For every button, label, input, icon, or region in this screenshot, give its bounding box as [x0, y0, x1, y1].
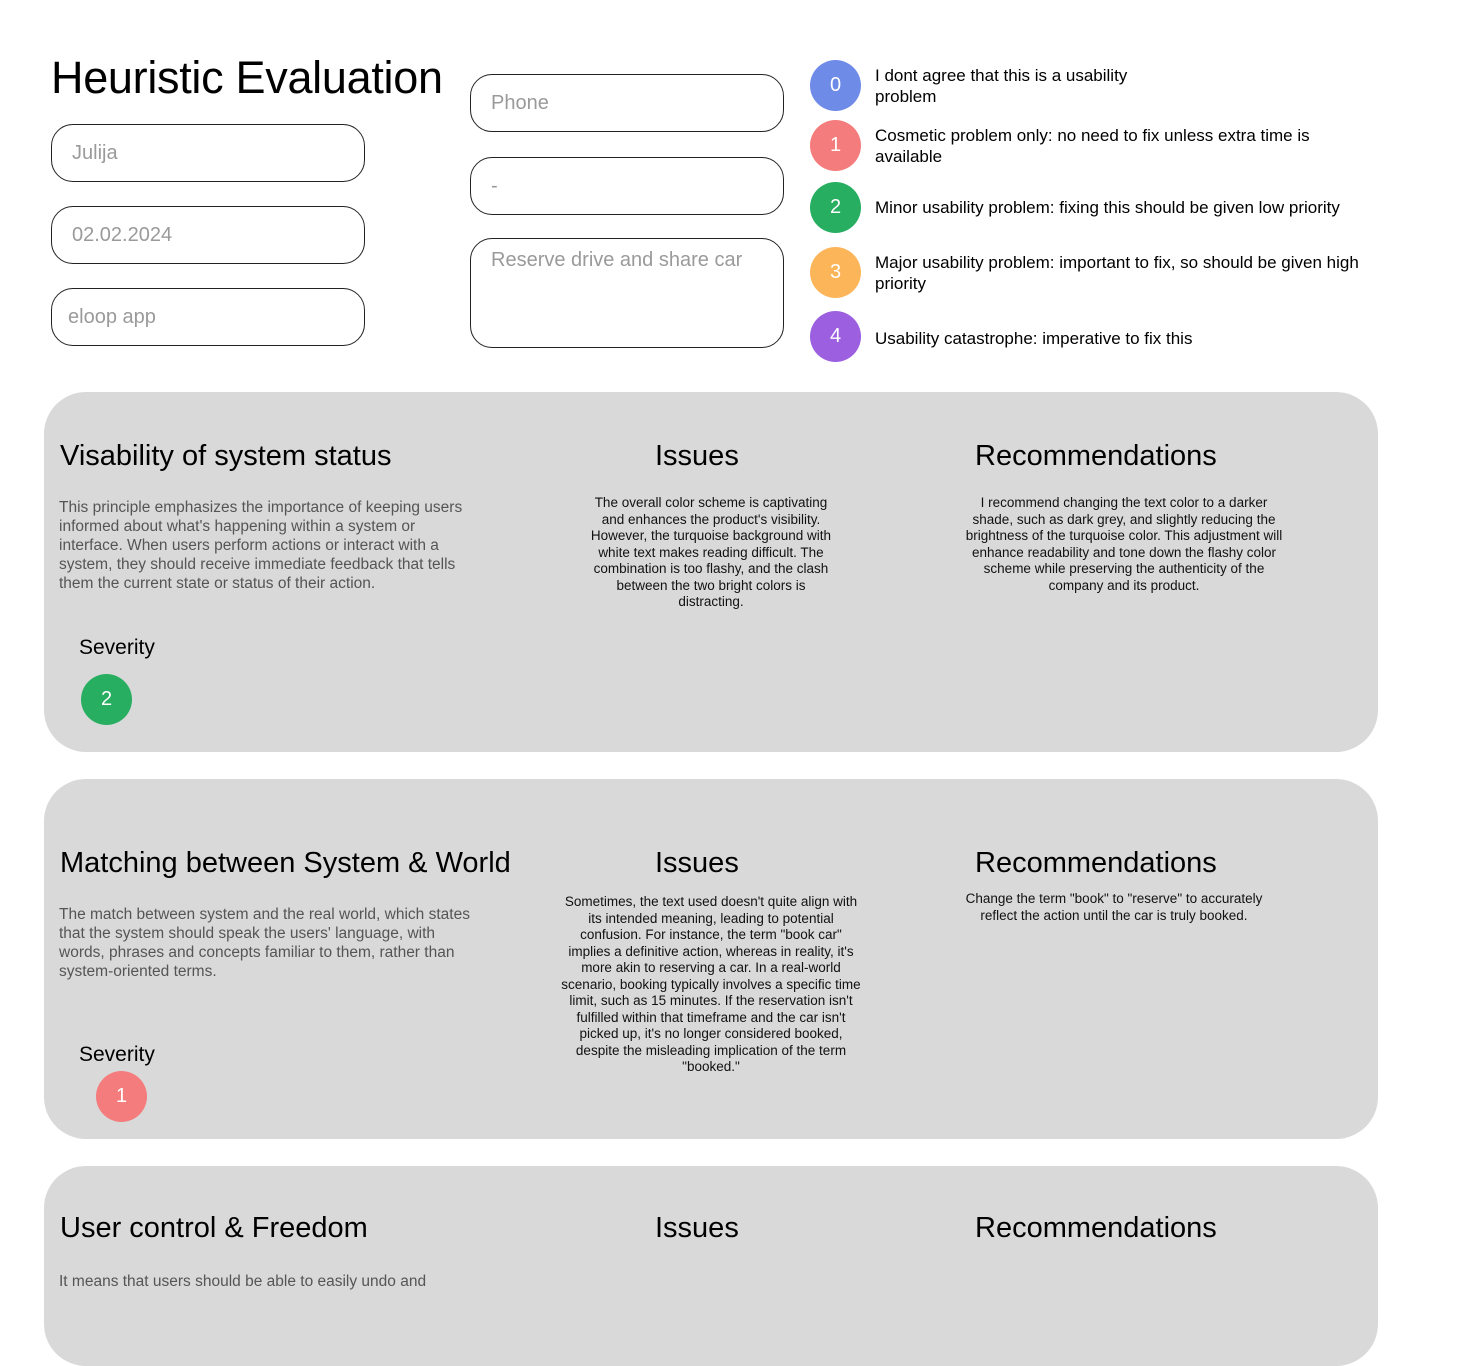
task-field[interactable]: Reserve drive and share car: [470, 238, 784, 348]
page-title: Heuristic Evaluation: [51, 52, 443, 103]
section-description: This principle emphasizes the importance of keeping users informed about what's happening within a system or interface. When users perform actions or interact with a system, they should receive immediate feedback that tells them the current state or status of their action.: [59, 499, 463, 592]
product-field[interactable]: eloop app: [51, 288, 365, 346]
section-title: Visability of system status: [60, 440, 392, 472]
section-description: The match between system and the real world, which states that the system should speak the users' language, with words, phrases and concepts familiar to them, rather than system-oriented terms.: [59, 906, 470, 980]
severity-label: Severity: [79, 636, 155, 659]
issues-heading: Issues: [655, 847, 739, 879]
legend-item-4: [810, 311, 1205, 362]
section-title: User control & Freedom: [60, 1212, 368, 1244]
legend-text: I dont agree that this is a usability problem: [875, 65, 1128, 106]
severity-0-badge: 0: [810, 60, 861, 111]
severity-badge: 1: [96, 1071, 147, 1122]
issues-heading: Issues: [655, 1212, 739, 1244]
legend-text: Usability catastrophe: imperative to fix this: [875, 329, 1193, 348]
legend-item-2: [810, 182, 1345, 233]
severity-label: Severity: [79, 1043, 155, 1066]
severity-badge: 2: [81, 674, 132, 725]
device-field[interactable]: Phone: [470, 74, 784, 132]
issues-heading: Issues: [655, 440, 739, 472]
version-field[interactable]: -: [470, 157, 784, 215]
recommendations-heading: Recommendations: [975, 1212, 1217, 1244]
severity-1-badge: 1: [810, 120, 861, 171]
section-title: Matching between System & World: [60, 847, 511, 879]
heuristic-card-matching: [44, 779, 1378, 1139]
legend-text: Minor usability problem: fixing this should be given low priority: [875, 198, 1340, 217]
legend-text: Cosmetic problem only: no need to fix unless extra time is available: [875, 125, 1310, 166]
recommendations-heading: Recommendations: [975, 440, 1217, 472]
severity-4-badge: 4: [810, 311, 861, 362]
issues-text: Sometimes, the text used doesn't quite align with its intended meaning, leading to potential confusion. For instance, the term "book car" implies a definitive action, whereas in reality, it's more akin to reserving a car. In a real-world scenario, booking typically involves a specific time limit, such as 15 minutes. If the reservation isn't fulfilled within that timeframe and the car isn't picked up, it's no longer considered booked, despite the misleading implication of the term "booked.": [561, 894, 861, 1074]
recommendations-text: I recommend changing the text color to a darker shade, such as dark grey, and slightly reducing the brightness of the turquoise color. This adjustment will enhance readability and tone down the flashy color scheme while preserving the authenticity of the company and its product.: [965, 495, 1283, 593]
date-field[interactable]: 02.02.2024: [51, 206, 365, 264]
heuristic-card-visibility: [44, 392, 1378, 752]
legend-text: Major usability problem: important to fix, so should be given high priority: [875, 252, 1359, 293]
recommendations-heading: Recommendations: [975, 847, 1217, 879]
issues-text: The overall color scheme is captivating and enhances the product's visibility. However, the turquoise background with white text makes reading difficult. The combination is too flashy, and the clash between the two bright colors is distracting.: [590, 495, 832, 609]
heuristic-card-user-control: [44, 1166, 1378, 1366]
evaluator-name-field[interactable]: Julija: [51, 124, 365, 182]
legend-item-3: [810, 247, 1375, 298]
severity-2-badge: 2: [810, 182, 861, 233]
severity-3-badge: 3: [810, 247, 861, 298]
legend-item-1: [810, 120, 1375, 171]
recommendations-text: Change the term "book" to "reserve" to accurately reflect the action until the car is truly booked.: [965, 891, 1263, 923]
section-description: It means that users should be able to easily undo and: [59, 1273, 427, 1290]
legend-item-0: [810, 60, 1165, 111]
